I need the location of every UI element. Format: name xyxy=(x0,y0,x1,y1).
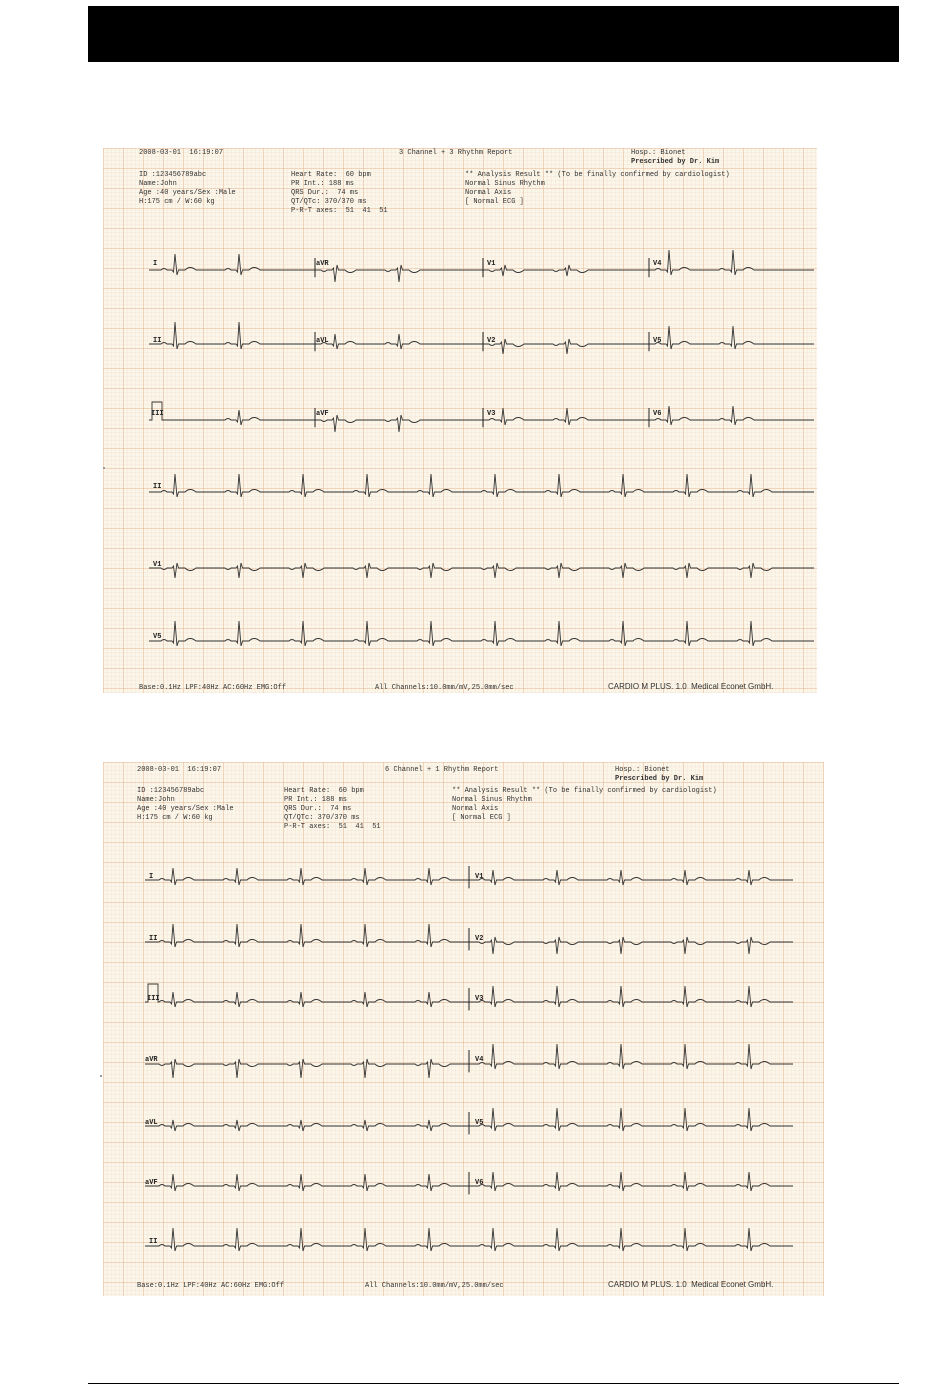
patient-age-sex: Age :40 years/Sex :Male xyxy=(137,805,234,813)
ecg-trace xyxy=(149,402,315,425)
report-date-time: 2008-03-01 16:19:07 xyxy=(139,149,224,157)
device-brand: CARDIO M PLUS. 1.0 Medical Econet GmbH. xyxy=(608,1280,774,1289)
ecg-trace xyxy=(145,924,469,947)
qrs-duration: QRS Dur.: 74 ms xyxy=(284,805,352,813)
analysis-rhythm: Normal Sinus Rhythm xyxy=(465,180,545,188)
patient-height-weight: H:175 cm / W:60 kg xyxy=(137,814,213,822)
prescribed-by: Prescribed by Dr. Kim xyxy=(631,158,720,166)
hospital-name: Hosp.: Bionet xyxy=(631,149,686,157)
ecg-trace xyxy=(483,265,649,276)
qt-qtc: QT/QTc: 370/370 ms xyxy=(284,814,360,822)
ecg-trace xyxy=(469,986,793,1007)
patient-name: Name:John xyxy=(139,180,177,188)
report-title: 3 Channel + 3 Rhythm Report xyxy=(399,149,513,157)
lead-label: I xyxy=(153,260,158,268)
patient-height-weight: H:175 cm / W:60 kg xyxy=(139,198,215,206)
filter-settings: Base:0.1Hz LPF:40Hz AC:60Hz EMG:Off xyxy=(137,1282,285,1290)
pr-interval: PR Int.: 188 ms xyxy=(291,180,355,188)
ecg-trace xyxy=(315,334,483,349)
analysis-axis: Normal Axis xyxy=(465,189,512,197)
lead-label: I xyxy=(149,873,154,881)
lead-label: V5 xyxy=(153,633,162,641)
ecg-trace xyxy=(315,265,483,282)
ecg-trace xyxy=(483,339,649,354)
analysis-rhythm: Normal Sinus Rhythm xyxy=(452,796,532,804)
ecg-trace xyxy=(145,1120,469,1131)
ecg-report-6-channel xyxy=(103,762,824,1296)
ecg-report-3-channel xyxy=(103,148,817,693)
ecg-trace xyxy=(469,1172,793,1191)
lead-label: V1 xyxy=(487,260,496,268)
ecg-trace xyxy=(469,937,793,954)
report-title: 6 Channel + 1 Rhythm Report xyxy=(385,766,499,774)
ecg-traces xyxy=(103,148,817,693)
ecg-trace xyxy=(469,1044,793,1069)
lead-label: aVL xyxy=(145,1119,158,1127)
lead-label: II xyxy=(149,935,158,943)
device-brand: CARDIO M PLUS. 1.0 Medical Econet GmbH. xyxy=(608,682,774,691)
ecg-trace xyxy=(145,1174,469,1191)
ecg-trace xyxy=(145,868,469,885)
lead-label: V2 xyxy=(487,337,496,345)
analysis-interpretation: [ Normal ECG ] xyxy=(465,198,524,206)
hospital-name: Hosp.: Bionet xyxy=(615,766,670,774)
lead-label: V5 xyxy=(653,337,662,345)
lead-label: III xyxy=(151,410,164,418)
channel-settings: All Channels:10.0mm/mV,25.0mm/sec xyxy=(365,1282,504,1290)
heart-rate: Heart Rate: 60 bpm xyxy=(291,171,371,179)
lead-label: aVF xyxy=(316,410,329,418)
lead-label: aVR xyxy=(145,1056,158,1064)
lead-label: II xyxy=(149,1238,158,1246)
pr-interval: PR Int.: 188 ms xyxy=(284,796,348,804)
lead-label: V5 xyxy=(475,1119,484,1127)
lead-label: II xyxy=(153,483,162,491)
lead-label: V2 xyxy=(475,935,484,943)
ecg-trace xyxy=(483,408,649,425)
lead-label: II xyxy=(153,337,162,345)
lead-label: III xyxy=(147,995,160,1003)
lead-label: V4 xyxy=(653,260,662,268)
lead-label: aVL xyxy=(316,337,329,345)
ecg-trace xyxy=(649,406,814,425)
ecg-trace xyxy=(149,621,814,646)
patient-id: ID :123456789abc xyxy=(139,171,207,179)
qt-qtc: QT/QTc: 370/370 ms xyxy=(291,198,367,206)
analysis-interpretation: [ Normal ECG ] xyxy=(452,814,511,822)
ecg-trace xyxy=(649,326,814,349)
lead-label: V1 xyxy=(475,873,484,881)
lead-label: V4 xyxy=(475,1056,484,1064)
analysis-axis: Normal Axis xyxy=(452,805,499,813)
stray-mark xyxy=(100,1075,102,1077)
ecg-trace xyxy=(469,870,793,885)
channel-settings: All Channels:10.0mm/mV,25.0mm/sec xyxy=(375,684,514,692)
lead-label: V6 xyxy=(653,410,662,418)
prt-axes: P-R-T axes: 51 41 51 xyxy=(284,823,381,831)
ecg-trace xyxy=(145,1059,469,1078)
lead-label: V1 xyxy=(153,561,162,569)
lead-label: V3 xyxy=(475,995,484,1003)
analysis-header: ** Analysis Result ** (To be finally confirmed by cardiologist) xyxy=(452,787,717,795)
ecg-trace xyxy=(149,322,315,349)
ecg-trace xyxy=(149,254,315,275)
report-date-time: 2008-03-01 16:19:07 xyxy=(137,766,222,774)
stray-mark xyxy=(103,467,105,469)
heart-rate: Heart Rate: 60 bpm xyxy=(284,787,364,795)
ecg-trace xyxy=(149,563,814,578)
header-bar xyxy=(88,6,899,62)
lead-label: V6 xyxy=(475,1179,484,1187)
analysis-header: ** Analysis Result ** (To be finally confirmed by cardiologist) xyxy=(465,171,730,179)
qrs-duration: QRS Dur.: 74 ms xyxy=(291,189,359,197)
ecg-trace xyxy=(145,984,469,1007)
lead-label: aVF xyxy=(145,1179,158,1187)
patient-name: Name:John xyxy=(137,796,175,804)
ecg-trace xyxy=(315,415,483,432)
lead-label: aVR xyxy=(316,260,329,268)
ecg-trace xyxy=(469,1108,793,1131)
filter-settings: Base:0.1Hz LPF:40Hz AC:60Hz EMG:Off xyxy=(139,684,287,692)
patient-id: ID :123456789abc xyxy=(137,787,205,795)
patient-age-sex: Age :40 years/Sex :Male xyxy=(139,189,236,197)
ecg-trace xyxy=(145,1228,793,1251)
footer-rule xyxy=(88,1383,899,1384)
ecg-traces xyxy=(103,762,824,1296)
ecg-trace xyxy=(649,250,814,275)
prt-axes: P-R-T axes: 51 41 51 xyxy=(291,207,388,215)
ecg-trace xyxy=(149,474,814,497)
prescribed-by: Prescribed by Dr. Kim xyxy=(615,775,704,783)
lead-label: V3 xyxy=(487,410,496,418)
